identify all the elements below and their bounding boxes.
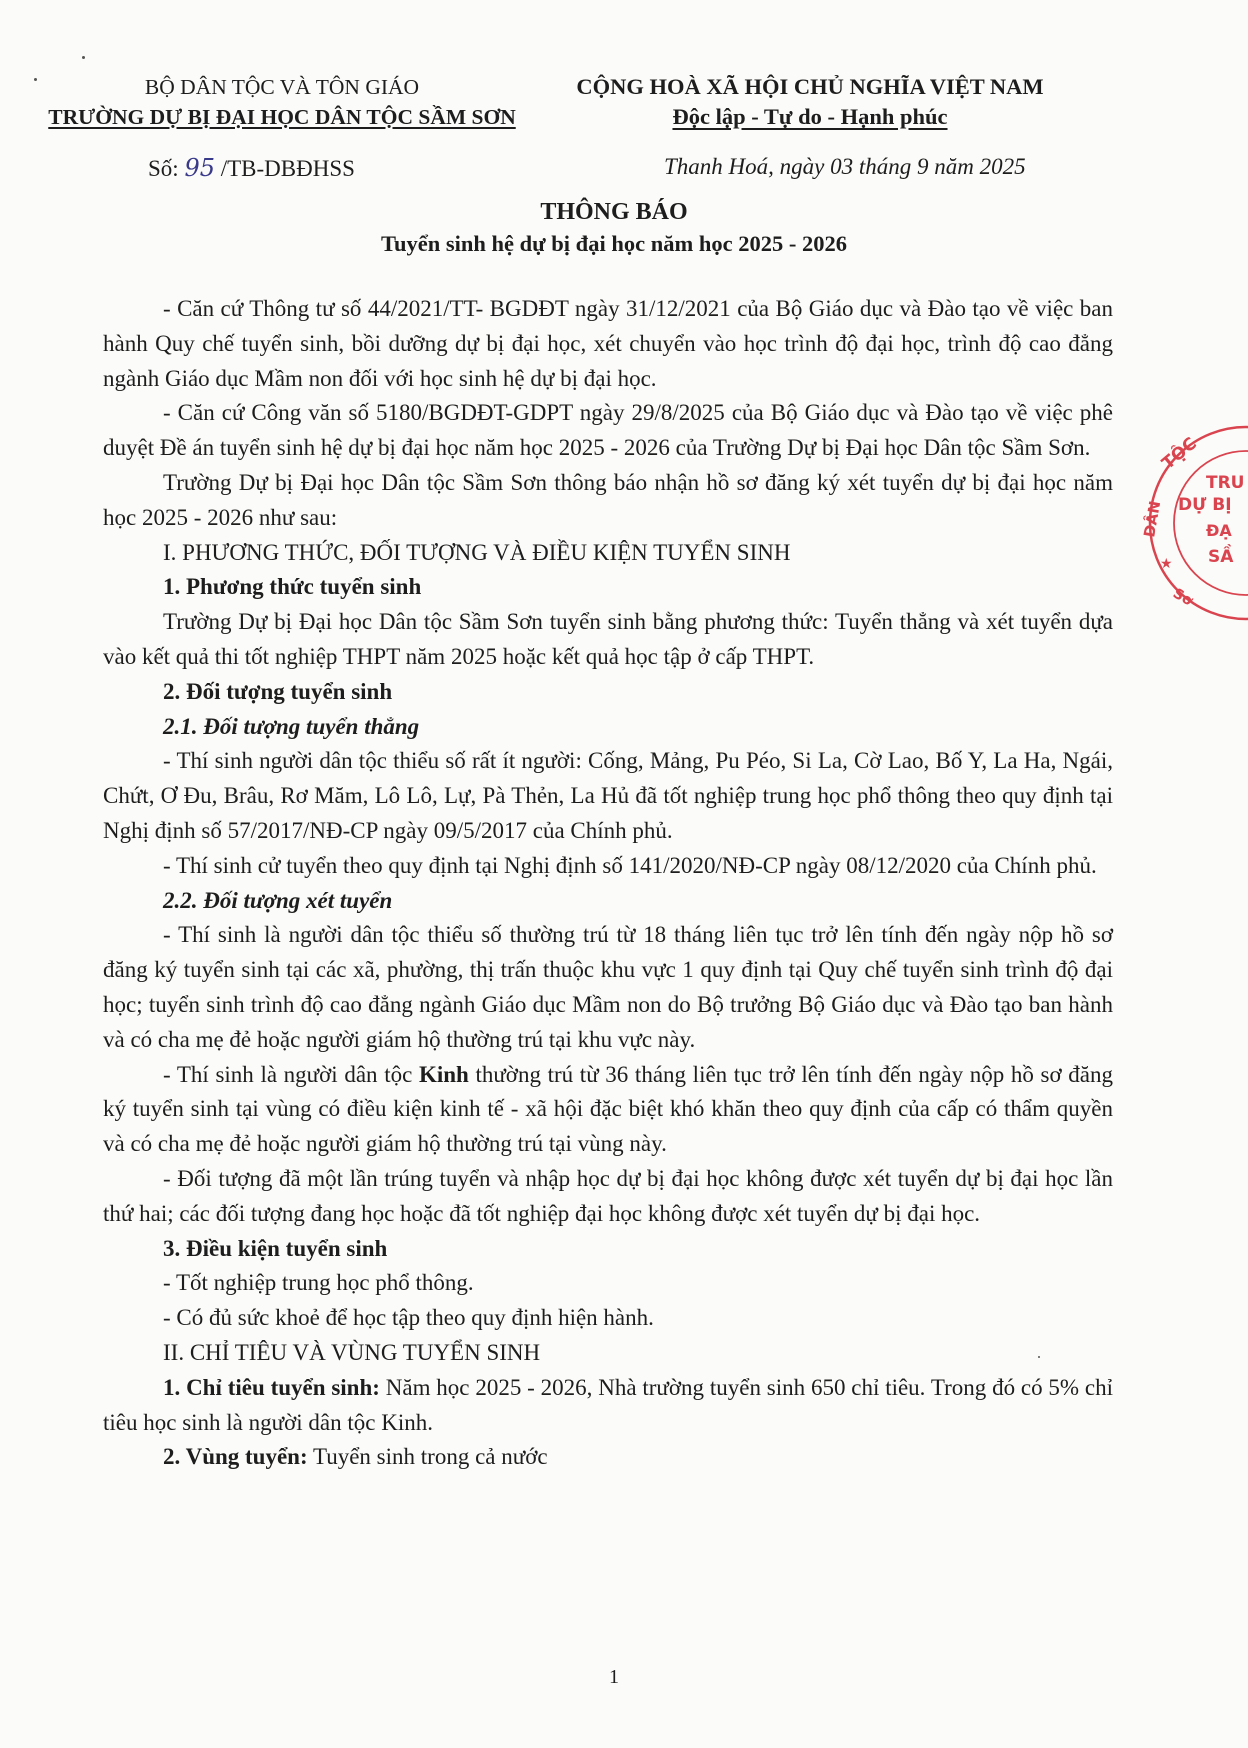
paragraph: - Thí sinh là người dân tộc thiểu số thường trú từ 18 tháng liên tục trở lên tính đến ngày nộp hồ sơ đăng ký tuyển sinh tại các xã, phường, thị trấn thuộc khu vực 1 quy định tại Quy chế tuyển sinh trình độ đại học; tuyển sinh trình độ cao đẳng ngành Giáo dục Mầm non do Bộ trưởng Bộ Giáo dục và Đào tạo ban hành và có cha mẹ đẻ hoặc người giám hộ thường trú tại khu vực này. xyxy=(103,922,1113,1052)
ministry-name: BỘ DÂN TỘC VÀ TÔN GIÁO xyxy=(144,75,420,99)
document-body xyxy=(103,292,1113,1475)
svg-text:DÂN: DÂN xyxy=(1140,499,1165,539)
paragraph: Trường Dự bị Đại học Dân tộc Sầm Sơn thông báo nhận hồ sơ đăng ký xét tuyển dự bị đại học năm học 2025 - 2026 như sau: xyxy=(103,469,1113,530)
subsection-heading: 1. Phương thức tuyển sinh xyxy=(163,574,422,600)
svg-text:Sơ: Sơ xyxy=(1170,585,1196,610)
paragraph: - Đối tượng đã một lần trúng tuyển và nhập học dự bị đại học không được xét tuyển dự bị đại học lần thứ hai; các đối tượng đang học hoặc đã tốt nghiệp đại học không được xét tuyển dự bị đại học. xyxy=(103,1165,1113,1226)
section-heading: I. PHƯƠNG THỨC, ĐỐI TƯỢNG VÀ ĐIỀU KIỆN TUYỂN SINH xyxy=(163,539,791,565)
title-main: THÔNG BÁO xyxy=(540,199,688,225)
national-motto: Độc lập - Tự do - Hạnh phúc xyxy=(672,104,948,129)
svg-text:TRU: TRU xyxy=(1206,473,1245,493)
place-date: Thanh Hoá, ngày 03 tháng 9 năm 2025 xyxy=(664,154,1026,179)
document-number: Số: 95 /TB-DBĐHSS xyxy=(148,154,355,182)
red-seal-stamp xyxy=(1138,418,1248,628)
paragraph: - Thí sinh cử tuyển theo quy định tại Nghị định số 141/2020/NĐ-CP ngày 08/12/2020 của Chính phủ. xyxy=(163,852,1097,878)
section-heading: II. CHỈ TIÊU VÀ VÙNG TUYỂN SINH xyxy=(163,1339,541,1365)
subsection-heading: 3. Điều kiện tuyển sinh xyxy=(163,1235,388,1261)
paragraph: Trường Dự bị Đại học Dân tộc Sầm Sơn tuyển sinh bằng phương thức: Tuyển thẳng và xét tuyển dựa vào kết quả thi tốt nghiệp THPT năm 2025 hoặc kết quả học tập ở cấp THPT. xyxy=(103,609,1113,669)
country-name: CỘNG HOÀ XÃ HỘI CHỦ NGHĨA VIỆT NAM xyxy=(576,74,1044,99)
document-title xyxy=(0,196,1228,260)
paragraph: - Thí sinh người dân tộc thiểu số rất ít người: Cống, Mảng, Pu Péo, Si La, Cờ Lao, Bố Y, La Ha, Ngái, Chứt, Ơ Đu, Brâu, Rơ Măm, Lô Lô, Lự, Pà Thẻn, La Hủ đã tốt nghiệp trung học phổ thông theo quy định tại Nghị định số 57/2017/NĐ-CP ngày 09/5/2017 của Chính phủ. xyxy=(103,748,1113,843)
title-subtitle: Tuyển sinh hệ dự bị đại học năm học 2025 - 2026 xyxy=(381,231,847,256)
paragraph: - Thí sinh là người dân tộc Kinh thường trú từ 36 tháng liên tục trở lên tính đến ngày nộp hồ sơ đăng ký tuyển sinh tại vùng có điều kiện kinh tế - xã hội đặc biệt khó khăn theo quy định của cấp có thẩm quyền và có cha mẹ đẻ hoặc người giám hộ thường trú tại vùng này. xyxy=(103,1061,1113,1157)
paragraph: - Căn cứ Công văn số 5180/BGDĐT-GDPT ngày 29/8/2025 của Bộ Giáo dục và Đào tạo về việc phê duyệt Đề án tuyển sinh hệ dự bị đại học năm học 2025 - 2026 của Trường Dự bị Đại học Dân tộc Sầm Sơn. xyxy=(103,400,1113,461)
page-number: 1 xyxy=(609,1666,619,1688)
scan-speck xyxy=(82,56,85,59)
subsection-heading: 2.1. Đối tượng tuyển thẳng xyxy=(163,713,420,739)
svg-text:DỰ BỊ: DỰ BỊ xyxy=(1178,495,1232,515)
subsection-heading: 2.2. Đối tượng xét tuyển xyxy=(163,887,393,913)
svg-text:TỘC: TỘC xyxy=(1158,433,1201,474)
paragraph: 1. Chỉ tiêu tuyển sinh: Năm học 2025 - 2026, Nhà trường tuyển sinh 650 chỉ tiêu. Trong đó có 5% chỉ tiêu học sinh là người dân tộc Kinh. xyxy=(103,1374,1114,1435)
school-name: TRƯỜNG DỰ BỊ ĐẠI HỌC DÂN TỘC SẦM SƠN xyxy=(48,105,516,129)
paragraph: - Căn cứ Thông tư số 44/2021/TT- BGDĐT ngày 31/12/2021 của Bộ Giáo dục và Đào tạo về việc ban hành Quy chế tuyển sinh, bồi dưỡng dự bị đại học, xét chuyển vào học trình độ đại học, trình độ cao đẳng ngành Giáo dục Mầm non đối với học sinh hệ dự bị đại học. xyxy=(103,296,1113,391)
subsection-heading: 2. Đối tượng tuyển sinh xyxy=(163,678,393,704)
svg-text:ĐẠ: ĐẠ xyxy=(1206,521,1232,540)
svg-text:★: ★ xyxy=(1160,556,1173,572)
paragraph: 2. Vùng tuyển: Tuyển sinh trong cả nước xyxy=(163,1444,548,1470)
issuing-authority xyxy=(22,72,542,132)
handwritten-number: 95 xyxy=(184,154,215,182)
svg-text:SẦ: SẦ xyxy=(1208,547,1234,567)
list-item: - Có đủ sức khoẻ để học tập theo quy định hiện hành. xyxy=(163,1305,654,1331)
list-item: - Tốt nghiệp trung học phổ thông. xyxy=(163,1270,474,1296)
national-header xyxy=(540,72,1080,132)
